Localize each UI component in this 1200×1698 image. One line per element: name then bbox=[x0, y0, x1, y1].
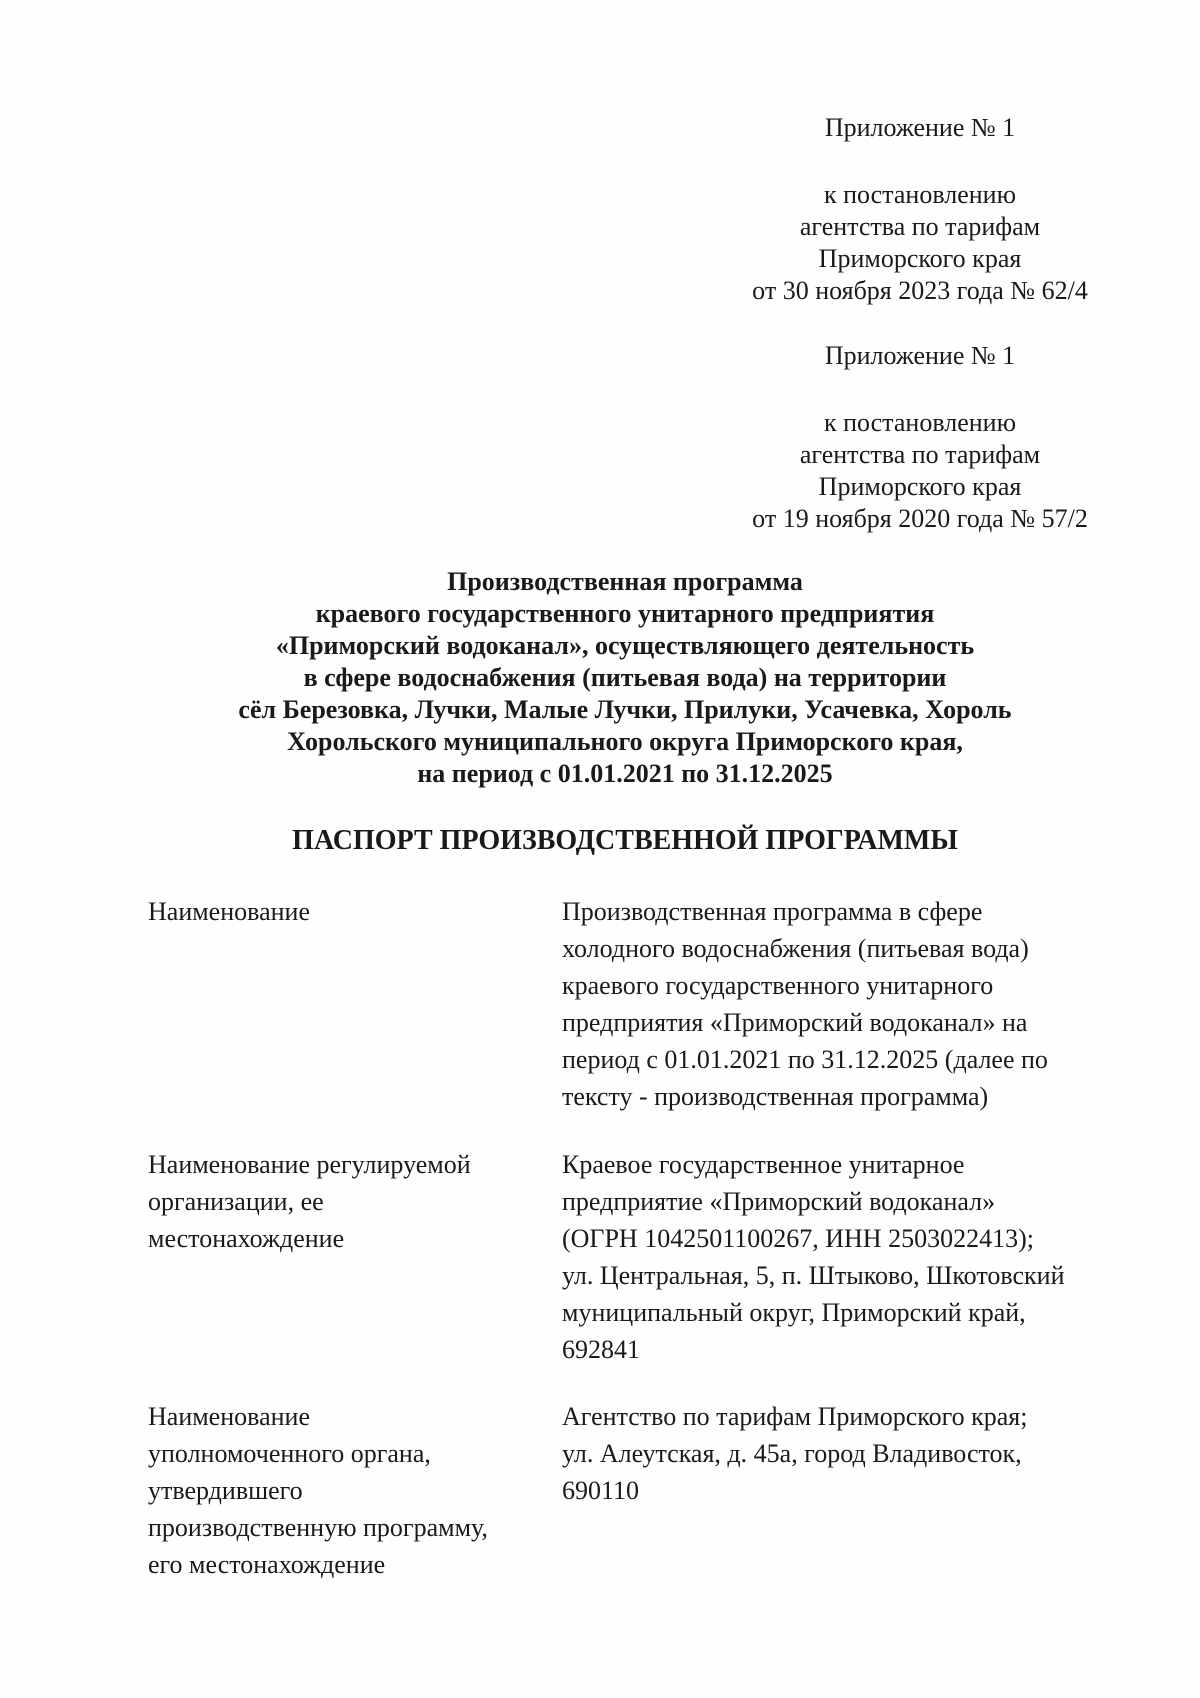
appendix-line: Приморского края bbox=[818, 244, 1022, 273]
program-title-line: сёл Березовка, Лучки, Малые Лучки, Прилуки, Усачевка, Хороль bbox=[238, 695, 1012, 724]
appendix-line: агентства по тарифам bbox=[799, 212, 1041, 241]
value-line: холодного водоснабжения (питьевая вода) bbox=[562, 934, 1029, 963]
value-line: ул. Алеутская, д. 45а, город Владивосток, bbox=[562, 1439, 1022, 1468]
passport-row-value bbox=[562, 893, 1122, 1115]
appendix-title: Приложение № 1 bbox=[824, 341, 1016, 370]
passport-row-label bbox=[148, 1146, 538, 1257]
program-title bbox=[140, 566, 1110, 790]
value-line: Краевое государственное унитарное bbox=[562, 1150, 965, 1179]
value-line: краевого государственного унитарного bbox=[562, 971, 994, 1000]
program-title-line: Хорольского муниципального округа Приморского края, bbox=[287, 727, 963, 756]
passport-row-label bbox=[148, 893, 538, 930]
value-line: 692841 bbox=[562, 1335, 640, 1364]
value-line: Производственная программа в сфере bbox=[562, 897, 983, 926]
appendix-line: к постановлению bbox=[823, 408, 1017, 437]
value-line: тексту - производственная программа) bbox=[562, 1082, 989, 1111]
program-title-line: Производственная программа bbox=[447, 567, 803, 596]
label-line: Наименование регулируемой bbox=[148, 1150, 471, 1179]
label-line: местонахождение bbox=[148, 1224, 345, 1253]
label-line: производственную программу, bbox=[148, 1513, 488, 1542]
label-line: уполномоченного органа, bbox=[148, 1439, 431, 1468]
appendix-title: Приложение № 1 bbox=[824, 113, 1016, 142]
passport-row-value bbox=[562, 1146, 1122, 1368]
program-title-line: на период с 01.01.2021 по 31.12.2025 bbox=[417, 759, 833, 788]
appendix-date-line: от 30 ноября 2023 года № 62/4 bbox=[752, 276, 1088, 305]
value-line: предприятия «Приморский водоканал» на bbox=[562, 1008, 1028, 1037]
label-line: утвердившего bbox=[148, 1476, 303, 1505]
value-line: Агентство по тарифам Приморского края; bbox=[562, 1402, 1028, 1431]
value-line: 690110 bbox=[562, 1476, 640, 1505]
passport-row-value bbox=[562, 1398, 1122, 1509]
appendix-block-current bbox=[720, 112, 1120, 307]
appendix-line: агентства по тарифам bbox=[799, 440, 1041, 469]
value-line: (ОГРН 1042501100267, ИНН 2503022413); bbox=[562, 1224, 1034, 1253]
appendix-line: к постановлению bbox=[823, 180, 1017, 209]
label-line: Наименование bbox=[148, 1402, 310, 1431]
appendix-block-original bbox=[720, 340, 1120, 535]
appendix-date-line: от 19 ноября 2020 года № 57/2 bbox=[752, 504, 1088, 533]
label-line: Наименование bbox=[148, 897, 310, 926]
value-line: муниципальный округ, Приморский край, bbox=[562, 1298, 1026, 1327]
passport-row-label bbox=[148, 1398, 538, 1583]
label-line: организации, ее bbox=[148, 1187, 324, 1216]
program-title-line: краевого государственного унитарного предприятия bbox=[315, 599, 935, 628]
value-line: период с 01.01.2021 по 31.12.2025 (далее по bbox=[562, 1045, 1048, 1074]
program-title-line: в сфере водоснабжения (питьевая вода) на территории bbox=[303, 663, 947, 692]
appendix-line: Приморского края bbox=[818, 472, 1022, 501]
value-line: ул. Центральная, 5, п. Штыково, Шкотовский bbox=[562, 1261, 1065, 1290]
value-line: предприятие «Приморский водоканал» bbox=[562, 1187, 996, 1216]
label-line: его местонахождение bbox=[148, 1550, 386, 1579]
program-title-line: «Приморский водоканал», осуществляющего деятельность bbox=[275, 631, 975, 660]
passport-heading: ПАСПОРТ ПРОИЗВОДСТВЕННОЙ ПРОГРАММЫ bbox=[292, 825, 958, 856]
